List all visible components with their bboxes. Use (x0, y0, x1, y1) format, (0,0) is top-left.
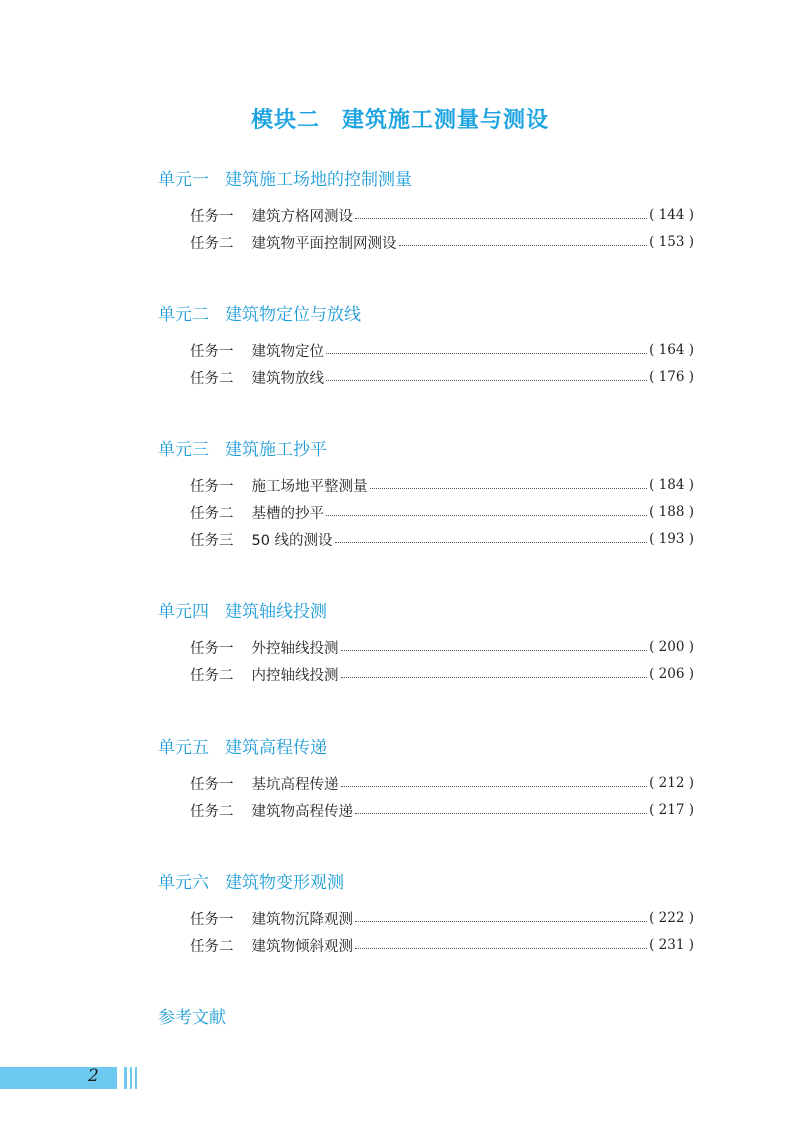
leader-dots (370, 488, 648, 489)
unit-title: 建筑物变形观测 (225, 873, 344, 893)
task-number: 任务二 (190, 235, 234, 252)
unit-label: 单元一 (158, 170, 209, 190)
leader-dots (341, 786, 648, 787)
toc-task-row[interactable] (190, 232, 694, 252)
leader-dots (326, 380, 647, 381)
toc-task-row[interactable] (190, 800, 694, 820)
task-title: 建筑方格网测设 (251, 208, 353, 225)
task-page-number: ( 217 ) (649, 802, 694, 818)
task-page-number: ( 200 ) (649, 639, 694, 655)
task-number: 任务一 (190, 208, 234, 225)
task-page-number: ( 144 ) (649, 207, 694, 223)
task-number: 任务一 (190, 478, 234, 495)
footer-stripe (124, 1067, 127, 1089)
task-page-number: ( 212 ) (649, 775, 694, 791)
toc-task-row[interactable] (190, 340, 694, 360)
leader-dots (341, 650, 648, 651)
module-title (0, 103, 800, 134)
footer-stripe (135, 1067, 137, 1089)
toc-task-row[interactable] (190, 773, 694, 793)
task-page-number: ( 231 ) (649, 937, 694, 953)
task-page-number: ( 164 ) (649, 342, 694, 358)
task-page-number: ( 206 ) (649, 666, 694, 682)
task-title: 基坑高程传递 (251, 776, 339, 793)
task-title: 建筑物倾斜观测 (251, 938, 353, 955)
unit-title: 建筑轴线投测 (225, 602, 327, 622)
task-title: 建筑物定位 (251, 343, 324, 360)
task-title: 内控轴线投测 (251, 667, 339, 684)
toc-task-row[interactable] (190, 367, 694, 387)
leader-dots (341, 677, 648, 678)
toc-task-row[interactable] (190, 637, 694, 657)
unit-title: 建筑物定位与放线 (225, 305, 361, 325)
module-name: 建筑施工测量与测设 (342, 108, 550, 133)
leader-dots (355, 813, 647, 814)
leader-dots (355, 921, 647, 922)
task-page-number: ( 193 ) (649, 531, 694, 547)
task-number: 任务一 (190, 343, 234, 360)
page-number: 2 (88, 1066, 99, 1086)
unit-heading[interactable] (158, 165, 412, 190)
task-title: 建筑物放线 (251, 370, 324, 387)
task-title: 建筑物高程传递 (251, 803, 353, 820)
task-page-number: ( 188 ) (649, 504, 694, 520)
unit-heading[interactable] (158, 435, 327, 460)
task-page-number: ( 222 ) (649, 910, 694, 926)
task-page-number: ( 184 ) (649, 477, 694, 493)
task-number: 任务一 (190, 640, 234, 657)
unit-heading[interactable] (158, 597, 327, 622)
task-title: 50 线的测设 (251, 532, 333, 549)
footer-bar (0, 1067, 117, 1089)
task-page-number: ( 176 ) (649, 369, 694, 385)
task-title: 建筑物平面控制网测设 (251, 235, 397, 252)
leader-dots (355, 948, 647, 949)
footer-stripe (130, 1067, 132, 1089)
toc-task-row[interactable] (190, 529, 694, 549)
task-number: 任务二 (190, 370, 234, 387)
leader-dots (335, 542, 648, 543)
leader-dots (326, 515, 647, 516)
task-number: 任务二 (190, 505, 234, 522)
task-page-number: ( 153 ) (649, 234, 694, 250)
leader-dots (326, 353, 647, 354)
leader-dots (355, 218, 647, 219)
unit-title: 建筑高程传递 (225, 738, 327, 758)
task-number: 任务二 (190, 803, 234, 820)
task-number: 任务一 (190, 776, 234, 793)
task-number: 任务三 (190, 532, 234, 549)
unit-label: 单元四 (158, 602, 209, 622)
unit-label: 单元三 (158, 440, 209, 460)
task-number: 任务一 (190, 911, 234, 928)
task-number: 任务二 (190, 667, 234, 684)
toc-task-row[interactable] (190, 205, 694, 225)
unit-heading[interactable] (158, 300, 361, 325)
toc-task-row[interactable] (190, 475, 694, 495)
unit-title: 建筑施工抄平 (225, 440, 327, 460)
unit-label: 单元五 (158, 738, 209, 758)
toc-task-row[interactable] (190, 935, 694, 955)
toc-task-row[interactable] (190, 502, 694, 522)
task-number: 任务二 (190, 938, 234, 955)
unit-heading[interactable] (158, 868, 344, 893)
leader-dots (399, 245, 648, 246)
unit-label: 单元二 (158, 305, 209, 325)
task-title: 建筑物沉降观测 (251, 911, 353, 928)
module-label: 模块二 (250, 108, 320, 133)
task-title: 外控轴线投测 (251, 640, 339, 657)
unit-label: 单元六 (158, 873, 209, 893)
unit-title: 建筑施工场地的控制测量 (225, 170, 412, 190)
unit-heading[interactable] (158, 733, 327, 758)
references-heading[interactable]: 参考文献 (158, 1008, 226, 1028)
task-title: 施工场地平整测量 (251, 478, 368, 495)
toc-task-row[interactable] (190, 908, 694, 928)
toc-task-row[interactable] (190, 664, 694, 684)
task-title: 基槽的抄平 (251, 505, 324, 522)
